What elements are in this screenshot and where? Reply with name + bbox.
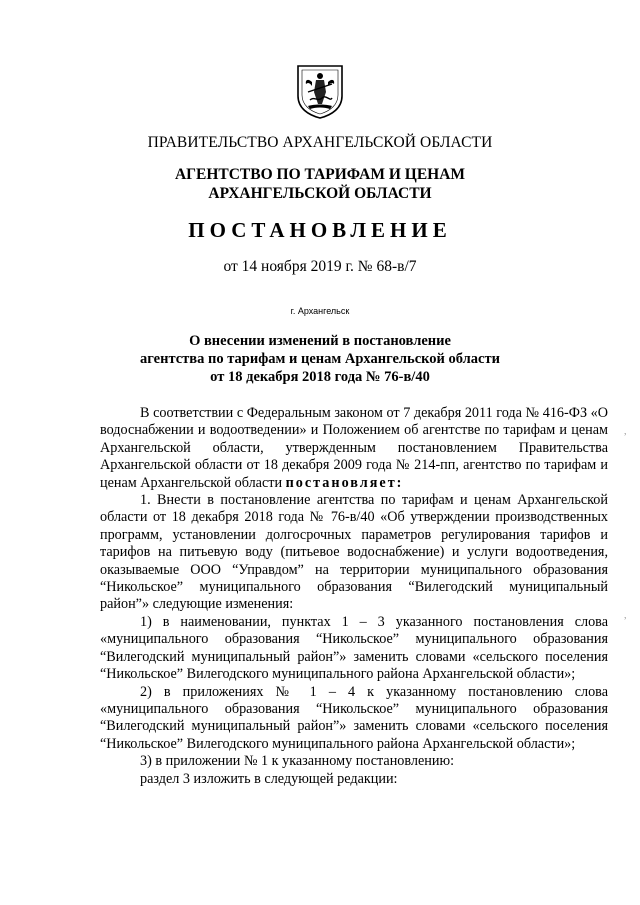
- preamble-text: В соответствии с Федеральным законом от 7 декабря 2011 года № 416-ФЗ «О водоснабжении и водоотведении» и Положением об агентстве по тарифам и ценам Архангельской области, утвержденным постановлением Правительства Архангельской области от 18 декабря 2009 года № 214-пп, агентство по тарифам и ценам Архангельской области: [100, 405, 608, 491]
- agency-name: [0, 165, 640, 203]
- subject-line2: агентства по тарифам и ценам Архангельской области: [140, 351, 500, 367]
- paragraph-section-3: раздел 3 изложить в следующей редакции:: [140, 770, 398, 787]
- paragraph-subitem-3: 3) в приложении № 1 к указанному постановлению:: [140, 753, 455, 770]
- scan-artifact: ,: [624, 610, 627, 621]
- document-date-number: от 14 ноября 2019 г. № 68-в/7: [223, 258, 417, 275]
- paragraph-subitem-2: 2) в приложениях № 1 – 4 к указанному постановлению слова «муниципального образования “Никольское” муниципального образования “Вилегодский муниципальный район”» заменить словами «сельского поселения “Никольское” Вилегодского муниципального района Архангельской области»;: [100, 683, 608, 752]
- paragraph-preamble: [100, 405, 608, 492]
- scan-artifact: ,: [624, 426, 627, 437]
- government-name: ПРАВИТЕЛЬСТВО АРХАНГЕЛЬСКОЙ ОБЛАСТИ: [147, 134, 493, 151]
- document-subject: [0, 332, 640, 386]
- agency-name-line1: АГЕНТСТВО ПО ТАРИФАМ И ЦЕНАМ: [174, 166, 466, 183]
- paragraph-subitem-1: 1) в наименовании, пунктах 1 – 3 указанного постановления слова «муниципального образования “Никольское” муниципального образования “Вилегодский муниципальный район”» заменить словами «сельского поселения “Никольское” Вилегодского муниципального района Архангельской области»;: [100, 613, 608, 683]
- coat-of-arms-icon: [294, 62, 346, 120]
- agency-name-line2: АРХАНГЕЛЬСКОЙ ОБЛАСТИ: [208, 185, 432, 202]
- resolves-word: постановляет:: [285, 474, 404, 491]
- document-body: [100, 405, 608, 788]
- document-type: ПОСТАНОВЛЕНИЕ: [188, 218, 452, 242]
- paragraph-item-1: 1. Внести в постановление агентства по тарифам и ценам Архангельской области от 18 декабря 2018 года № 76-в/40 «Об утверждении производственных программ, установлении долгосрочных параметров регулирования тарифов и тарифов на питьевую воду (питьевое водоснабжение) и услуги водоотведения, оказываемые ООО “Управдом” на территории муниципального образования “Никольское” муниципального образования “Вилегодский муниципальный район”» следующие изменения:: [100, 492, 608, 613]
- subject-line3: от 18 декабря 2018 года № 76-в/40: [210, 369, 430, 385]
- subject-line1: О внесении изменений в постановление: [189, 333, 451, 349]
- document-city: г. Архангельск: [290, 306, 350, 316]
